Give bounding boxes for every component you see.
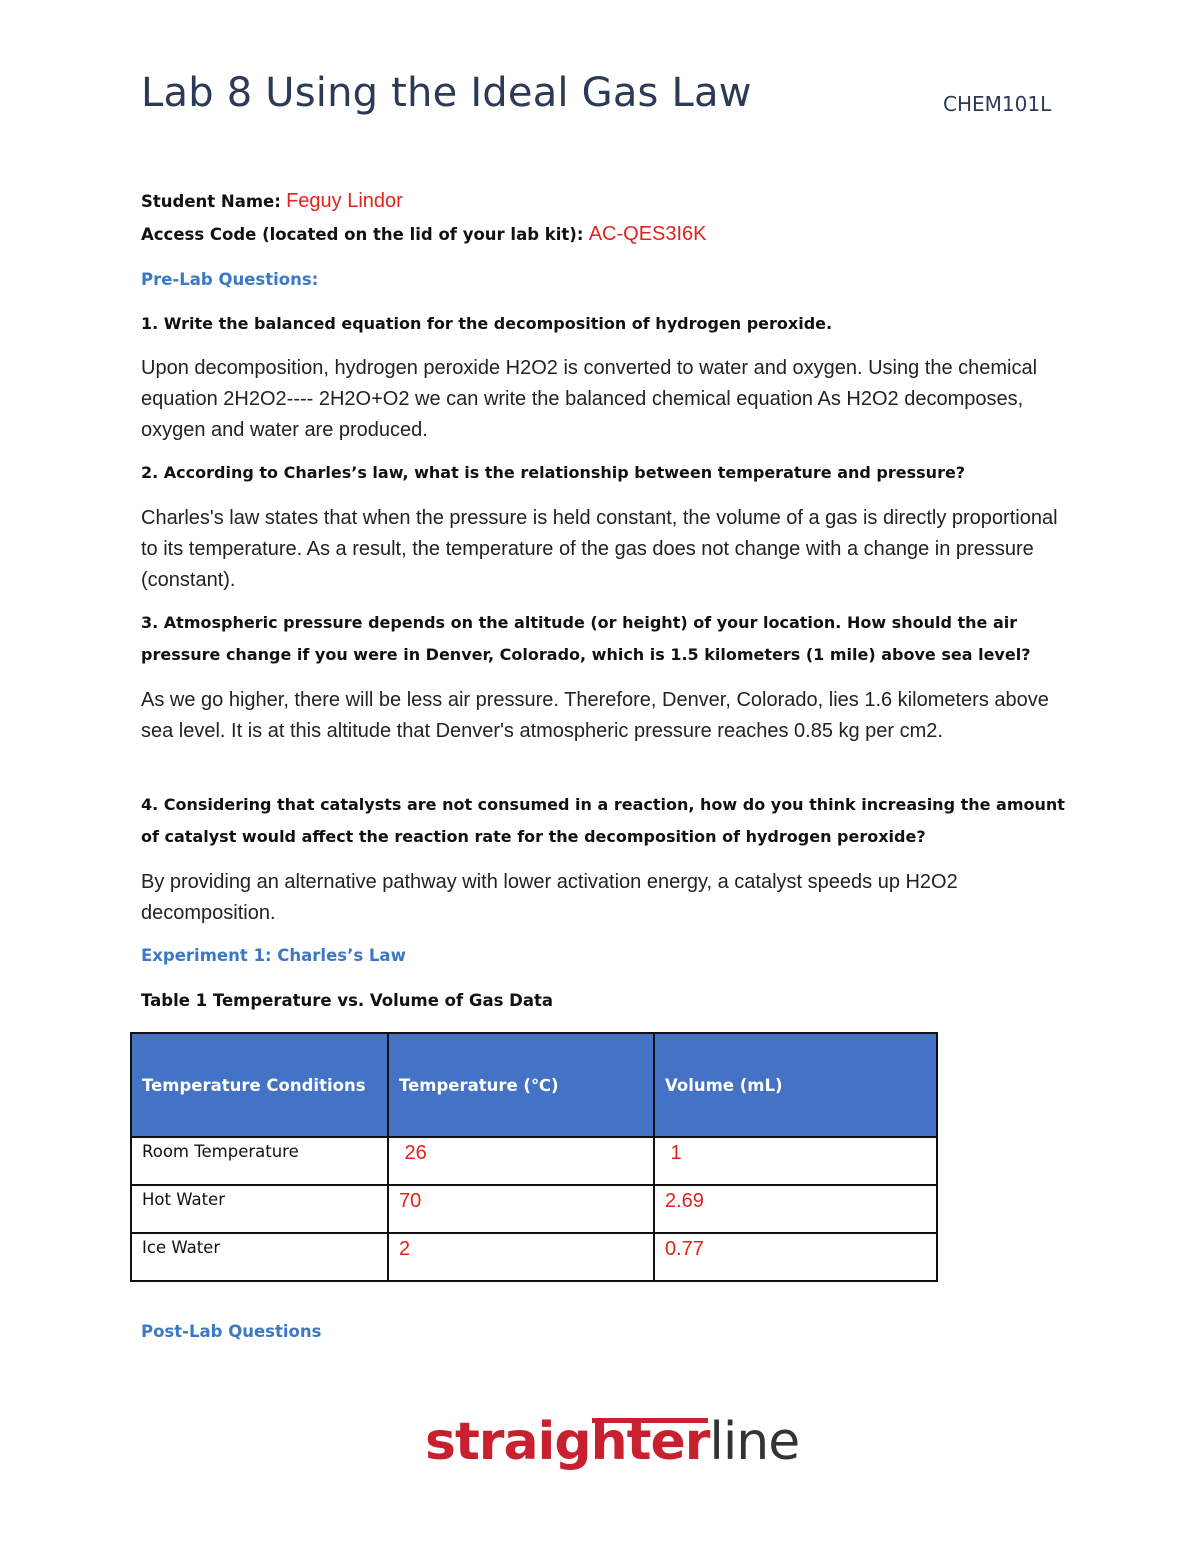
table-title: Table 1 Temperature vs. Volume of Gas Data bbox=[141, 991, 553, 1010]
course-code: CHEM101L bbox=[943, 92, 1052, 116]
table-row bbox=[131, 1137, 937, 1185]
question-2: 2. According to Charles’s law, what is the relationship between temperature and pressure? bbox=[141, 463, 966, 482]
temperature-cell: 70 bbox=[388, 1185, 654, 1233]
logo-strong-text: straighter bbox=[425, 1412, 710, 1472]
temperature-cell: 2 bbox=[388, 1233, 654, 1281]
question-3: 3. Atmospheric pressure depends on the altitude (or height) of your location. How should the air pressure change if you were in Denver, Colorado, which is 1.5 kilometers (1 mile) above sea level? bbox=[141, 613, 1031, 664]
student-name-label: Student Name: bbox=[141, 192, 281, 211]
condition-cell: Hot Water bbox=[131, 1185, 388, 1233]
student-name-line bbox=[141, 190, 403, 213]
prelab-heading: Pre-Lab Questions: bbox=[141, 270, 319, 289]
table-row bbox=[131, 1185, 937, 1233]
volume-cell: 0.77 bbox=[654, 1233, 937, 1281]
condition-cell: Ice Water bbox=[131, 1233, 388, 1281]
answer-3: As we go higher, there will be less air pressure. Therefore, Denver, Colorado, lies 1.6 kilometers above sea level. It is at this altitude that Denver's atmospheric pressure reaches 0.85 kg per cm2. bbox=[141, 689, 1049, 742]
table-header-row bbox=[131, 1033, 937, 1137]
column-header: Volume (mL) bbox=[654, 1033, 937, 1137]
access-code-value: AC-QES3I6K bbox=[588, 223, 707, 245]
postlab-heading: Post-Lab Questions bbox=[141, 1322, 322, 1341]
condition-cell: Room Temperature bbox=[131, 1137, 388, 1185]
data-table bbox=[130, 1032, 938, 1282]
logo-light-text: line bbox=[709, 1412, 800, 1472]
document-title: Lab 8 Using the Ideal Gas Law bbox=[141, 70, 752, 116]
access-code-line bbox=[141, 223, 707, 246]
straighterline-logo bbox=[425, 1412, 799, 1472]
answer-4: By providing an alternative pathway with lower activation energy, a catalyst speeds up H2O2 decomposition. bbox=[141, 871, 958, 924]
question-4: 4. Considering that catalysts are not consumed in a reaction, how do you think increasing the amount of catalyst would affect the reaction rate for the decomposition of hydrogen peroxide? bbox=[141, 795, 1065, 846]
answer-2: Charles's law states that when the pressure is held constant, the volume of a gas is directly proportional to its temperature. As a result, the temperature of the gas does not change with a change in pressure (constant). bbox=[141, 507, 1058, 591]
volume-cell: 2.69 bbox=[654, 1185, 937, 1233]
answer-1: Upon decomposition, hydrogen peroxide H2O2 is converted to water and oxygen. Using the chemical equation 2H2O2---- 2H2O+O2 we can write the balanced chemical equation As H2O2 decomposes, oxygen and water are produced. bbox=[141, 357, 1038, 441]
temperature-cell: 26 bbox=[388, 1137, 654, 1185]
column-header: Temperature Conditions bbox=[131, 1033, 388, 1137]
experiment-heading: Experiment 1: Charles’s Law bbox=[141, 946, 406, 965]
access-code-label: Access Code (located on the lid of your lab kit): bbox=[141, 225, 584, 244]
question-1: 1. Write the balanced equation for the decomposition of hydrogen peroxide. bbox=[141, 314, 833, 333]
volume-cell: 1 bbox=[654, 1137, 937, 1185]
table-row bbox=[131, 1233, 937, 1281]
student-name-value: Feguy Lindor bbox=[286, 190, 403, 212]
column-header: Temperature (℃) bbox=[388, 1033, 654, 1137]
